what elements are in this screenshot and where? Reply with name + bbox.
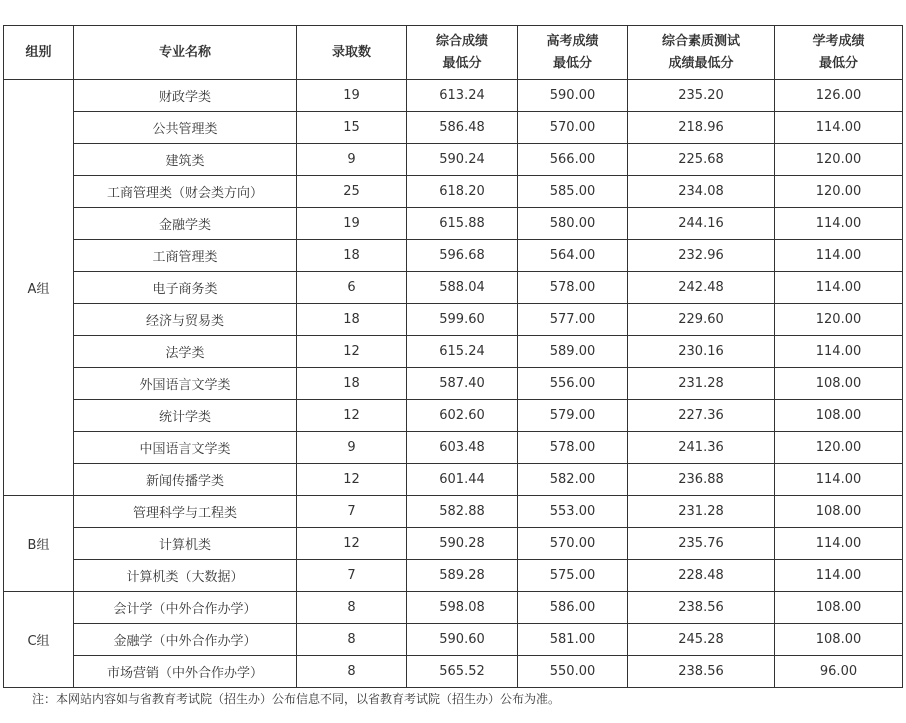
table-row: [4, 528, 903, 560]
admitted-count-cell: 19: [297, 80, 407, 112]
admitted-count-cell: 12: [297, 464, 407, 496]
major-name-cell: 外国语言文学类: [74, 368, 297, 400]
header-label: 综合成绩 最低分: [435, 33, 488, 71]
xuekao-score-min-cell: 114.00: [775, 560, 903, 592]
total-score-min-cell: 618.20: [407, 176, 518, 208]
gaokao-score-min-cell: 581.00: [518, 624, 628, 656]
xuekao-score-min-cell: 108.00: [775, 496, 903, 528]
header-label: 高考成绩 最低分: [546, 33, 599, 71]
header-group: [4, 26, 74, 80]
total-score-min-cell: 565.52: [407, 656, 518, 688]
total-score-min-cell: 587.40: [407, 368, 518, 400]
quality-score-min-cell: 242.48: [628, 272, 775, 304]
header-label: 专业名称: [158, 44, 211, 60]
header-count: [297, 26, 407, 80]
major-name-cell: 市场营销（中外合作办学）: [74, 656, 297, 688]
major-name-cell: 工商管理类（财会类方向）: [74, 176, 297, 208]
table-row: [4, 464, 903, 496]
table-row: [4, 208, 903, 240]
quality-score-min-cell: 235.76: [628, 528, 775, 560]
xuekao-score-min-cell: 120.00: [775, 144, 903, 176]
gaokao-score-min-cell: 582.00: [518, 464, 628, 496]
total-score-min-cell: 588.04: [407, 272, 518, 304]
quality-score-min-cell: 218.96: [628, 112, 775, 144]
quality-score-min-cell: 225.68: [628, 144, 775, 176]
table-row: [4, 560, 903, 592]
table-row: [4, 240, 903, 272]
total-score-min-cell: 599.60: [407, 304, 518, 336]
major-name-cell: 金融学（中外合作办学）: [74, 624, 297, 656]
gaokao-score-min-cell: 566.00: [518, 144, 628, 176]
admitted-count-cell: 8: [297, 656, 407, 688]
total-score-min-cell: 596.68: [407, 240, 518, 272]
major-name-cell: 工商管理类: [74, 240, 297, 272]
table-row: [4, 368, 903, 400]
total-score-min-cell: 582.88: [407, 496, 518, 528]
header-major: [74, 26, 297, 80]
quality-score-min-cell: 238.56: [628, 592, 775, 624]
gaokao-score-min-cell: 578.00: [518, 272, 628, 304]
gaokao-score-min-cell: 580.00: [518, 208, 628, 240]
total-score-min-cell: 590.28: [407, 528, 518, 560]
major-name-cell: 会计学（中外合作办学）: [74, 592, 297, 624]
table-row: [4, 592, 903, 624]
gaokao-score-min-cell: 570.00: [518, 528, 628, 560]
major-name-cell: 电子商务类: [74, 272, 297, 304]
group-cell: B组: [4, 496, 74, 592]
table-row: [4, 144, 903, 176]
major-name-cell: 金融学类: [74, 208, 297, 240]
quality-score-min-cell: 241.36: [628, 432, 775, 464]
table-row: [4, 80, 903, 112]
header-label: 学考成绩 最低分: [812, 33, 865, 71]
table-row: [4, 272, 903, 304]
quality-score-min-cell: 235.20: [628, 80, 775, 112]
quality-score-min-cell: 229.60: [628, 304, 775, 336]
group-cell: C组: [4, 592, 74, 688]
quality-score-min-cell: 232.96: [628, 240, 775, 272]
table-row: [4, 656, 903, 688]
major-name-cell: 计算机类: [74, 528, 297, 560]
major-name-cell: 统计学类: [74, 400, 297, 432]
quality-score-min-cell: 231.28: [628, 496, 775, 528]
xuekao-score-min-cell: 126.00: [775, 80, 903, 112]
header-gaokao-min: [518, 26, 628, 80]
admitted-count-cell: 18: [297, 240, 407, 272]
table-body: [4, 80, 903, 688]
xuekao-score-min-cell: 114.00: [775, 112, 903, 144]
admission-scores-table: [3, 25, 903, 688]
xuekao-score-min-cell: 114.00: [775, 336, 903, 368]
xuekao-score-min-cell: 120.00: [775, 176, 903, 208]
xuekao-score-min-cell: 108.00: [775, 368, 903, 400]
admitted-count-cell: 9: [297, 144, 407, 176]
xuekao-score-min-cell: 120.00: [775, 304, 903, 336]
table-header-row: [4, 26, 903, 80]
table-row: [4, 496, 903, 528]
header-label: 录取数: [331, 44, 371, 60]
admitted-count-cell: 7: [297, 496, 407, 528]
admitted-count-cell: 12: [297, 528, 407, 560]
total-score-min-cell: 586.48: [407, 112, 518, 144]
total-score-min-cell: 602.60: [407, 400, 518, 432]
admitted-count-cell: 6: [297, 272, 407, 304]
admitted-count-cell: 8: [297, 624, 407, 656]
admitted-count-cell: 15: [297, 112, 407, 144]
table-row: [4, 624, 903, 656]
footnote: 注：本网站内容如与省教育考试院（招生办）公布信息不同，以省教育考试院（招生办）公布为准。: [32, 692, 561, 706]
table-row: [4, 176, 903, 208]
header-label: 组别: [25, 44, 52, 60]
gaokao-score-min-cell: 585.00: [518, 176, 628, 208]
xuekao-score-min-cell: 120.00: [775, 432, 903, 464]
gaokao-score-min-cell: 564.00: [518, 240, 628, 272]
gaokao-score-min-cell: 590.00: [518, 80, 628, 112]
gaokao-score-min-cell: 550.00: [518, 656, 628, 688]
total-score-min-cell: 613.24: [407, 80, 518, 112]
total-score-min-cell: 598.08: [407, 592, 518, 624]
major-name-cell: 新闻传播学类: [74, 464, 297, 496]
table-row: [4, 112, 903, 144]
admitted-count-cell: 19: [297, 208, 407, 240]
major-name-cell: 管理科学与工程类: [74, 496, 297, 528]
gaokao-score-min-cell: 589.00: [518, 336, 628, 368]
xuekao-score-min-cell: 114.00: [775, 240, 903, 272]
gaokao-score-min-cell: 556.00: [518, 368, 628, 400]
xuekao-score-min-cell: 108.00: [775, 592, 903, 624]
table-row: [4, 336, 903, 368]
admitted-count-cell: 18: [297, 368, 407, 400]
total-score-min-cell: 601.44: [407, 464, 518, 496]
total-score-min-cell: 615.88: [407, 208, 518, 240]
major-name-cell: 计算机类（大数据）: [74, 560, 297, 592]
major-name-cell: 经济与贸易类: [74, 304, 297, 336]
xuekao-score-min-cell: 114.00: [775, 272, 903, 304]
xuekao-score-min-cell: 114.00: [775, 528, 903, 560]
admitted-count-cell: 12: [297, 400, 407, 432]
xuekao-score-min-cell: 108.00: [775, 624, 903, 656]
quality-score-min-cell: 228.48: [628, 560, 775, 592]
gaokao-score-min-cell: 586.00: [518, 592, 628, 624]
quality-score-min-cell: 234.08: [628, 176, 775, 208]
table-row: [4, 304, 903, 336]
gaokao-score-min-cell: 578.00: [518, 432, 628, 464]
admitted-count-cell: 7: [297, 560, 407, 592]
quality-score-min-cell: 236.88: [628, 464, 775, 496]
gaokao-score-min-cell: 553.00: [518, 496, 628, 528]
major-name-cell: 公共管理类: [74, 112, 297, 144]
total-score-min-cell: 589.28: [407, 560, 518, 592]
gaokao-score-min-cell: 579.00: [518, 400, 628, 432]
quality-score-min-cell: 238.56: [628, 656, 775, 688]
total-score-min-cell: 590.60: [407, 624, 518, 656]
xuekao-score-min-cell: 114.00: [775, 464, 903, 496]
admitted-count-cell: 25: [297, 176, 407, 208]
major-name-cell: 财政学类: [74, 80, 297, 112]
major-name-cell: 建筑类: [74, 144, 297, 176]
gaokao-score-min-cell: 575.00: [518, 560, 628, 592]
admitted-count-cell: 8: [297, 592, 407, 624]
gaokao-score-min-cell: 577.00: [518, 304, 628, 336]
total-score-min-cell: 603.48: [407, 432, 518, 464]
admitted-count-cell: 9: [297, 432, 407, 464]
xuekao-score-min-cell: 96.00: [775, 656, 903, 688]
major-name-cell: 法学类: [74, 336, 297, 368]
quality-score-min-cell: 245.28: [628, 624, 775, 656]
quality-score-min-cell: 227.36: [628, 400, 775, 432]
admitted-count-cell: 18: [297, 304, 407, 336]
group-cell: A组: [4, 80, 74, 496]
header-label: 综合素质测试 成绩最低分: [661, 33, 740, 71]
table-row: [4, 400, 903, 432]
header-quality-min: [628, 26, 775, 80]
major-name-cell: 中国语言文学类: [74, 432, 297, 464]
total-score-min-cell: 590.24: [407, 144, 518, 176]
quality-score-min-cell: 244.16: [628, 208, 775, 240]
header-xuekao-min: [775, 26, 903, 80]
gaokao-score-min-cell: 570.00: [518, 112, 628, 144]
xuekao-score-min-cell: 108.00: [775, 400, 903, 432]
total-score-min-cell: 615.24: [407, 336, 518, 368]
quality-score-min-cell: 230.16: [628, 336, 775, 368]
header-total-min: [407, 26, 518, 80]
quality-score-min-cell: 231.28: [628, 368, 775, 400]
admitted-count-cell: 12: [297, 336, 407, 368]
table-row: [4, 432, 903, 464]
xuekao-score-min-cell: 114.00: [775, 208, 903, 240]
